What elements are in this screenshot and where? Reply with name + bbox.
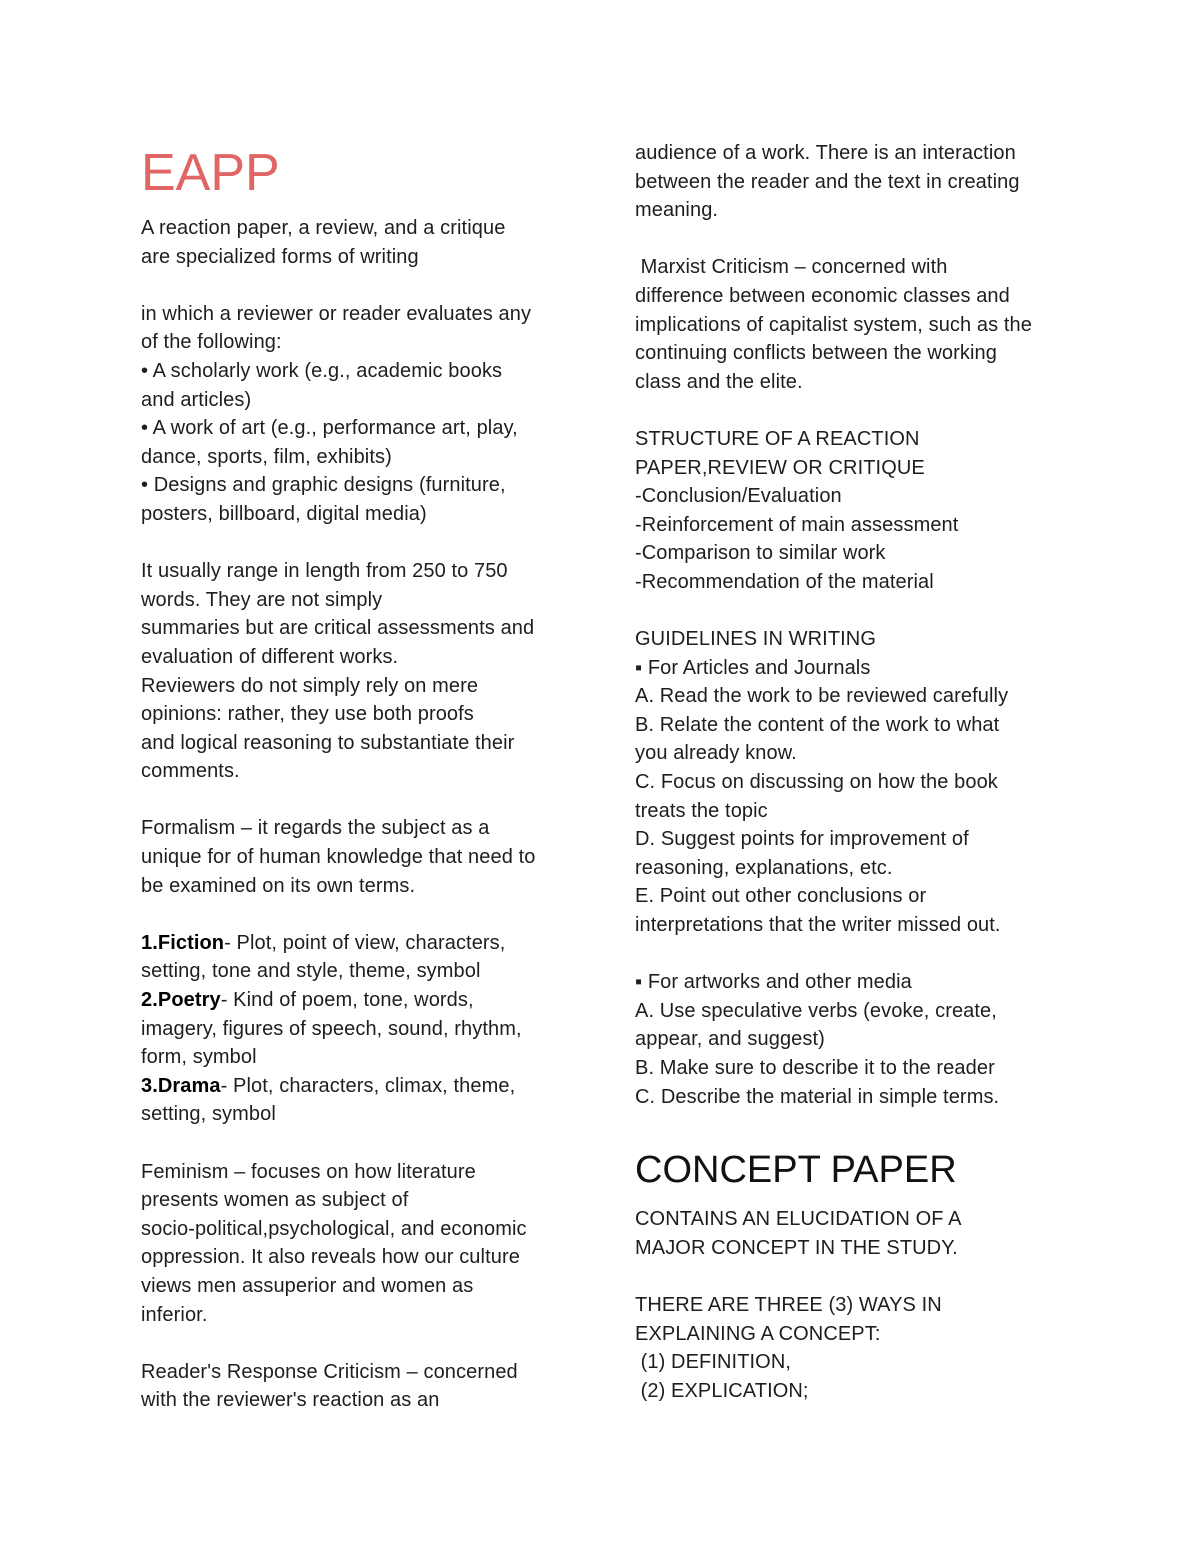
- text-line: meaning.: [635, 199, 719, 222]
- text-line: Marxist Criticism – concerned with: [635, 256, 948, 279]
- text-line: THERE ARE THREE (3) WAYS IN: [635, 1293, 942, 1316]
- genres-list: [141, 929, 571, 1129]
- list-item: A. Read the work to be reviewed carefully: [635, 685, 1009, 708]
- list-item: (2) EXPLICATION;: [635, 1379, 809, 1402]
- text-line: imagery, figures of speech, sound, rhythm,: [141, 1017, 522, 1040]
- left-column: [141, 143, 571, 1415]
- text-line: in which a reviewer or reader evaluates any: [141, 302, 532, 325]
- text-line: inferior.: [141, 1303, 208, 1326]
- text-line: and articles): [141, 388, 252, 411]
- text-line: with the reviewer's reaction as an: [141, 1389, 440, 1412]
- section-heading: GUIDELINES IN WRITING: [635, 628, 877, 651]
- section-heading: PAPER,REVIEW OR CRITIQUE: [635, 456, 925, 479]
- ways-paragraph: [635, 1291, 1075, 1405]
- list-item: • A scholarly work (e.g., academic books: [141, 359, 503, 382]
- text-line: opinions: rather, they use both proofs: [141, 703, 474, 726]
- list-item: -Comparison to similar work: [635, 542, 886, 565]
- formalism-paragraph: [141, 814, 571, 900]
- text-line: reasoning, explanations, etc.: [635, 856, 893, 879]
- list-item: (1) DEFINITION,: [635, 1351, 792, 1374]
- poetry-label: 2.Poetry: [141, 989, 221, 1012]
- intro-paragraph: [141, 214, 571, 271]
- text-line: setting, tone and style, theme, symbol: [141, 960, 481, 983]
- list-item: C. Focus on discussing on how the book: [635, 771, 998, 794]
- text-line: unique for of human knowledge that need to: [141, 846, 536, 869]
- length-paragraph: [141, 557, 571, 786]
- marxist-paragraph: [635, 253, 1075, 396]
- text-line: form, symbol: [141, 1046, 257, 1069]
- text-line: class and the elite.: [635, 370, 803, 393]
- list-item: E. Point out other conclusions or: [635, 885, 927, 908]
- text-line: Formalism – it regards the subject as a: [141, 817, 490, 840]
- text-line: of the following:: [141, 331, 282, 354]
- text-line: setting, symbol: [141, 1103, 276, 1126]
- list-item: • Designs and graphic designs (furniture,: [141, 474, 506, 497]
- concept-intro-paragraph: [635, 1205, 1075, 1262]
- text-line: Reviewers do not simply rely on mere: [141, 674, 479, 697]
- right-column: [635, 139, 1075, 1405]
- fiction-text: - Plot, point of view, characters,: [224, 931, 506, 954]
- readers-paragraph: [141, 1358, 571, 1415]
- list-item: B. Make sure to describe it to the reader: [635, 1057, 995, 1079]
- guidelines-section: [635, 625, 1075, 940]
- text-line: comments.: [141, 760, 240, 783]
- text-line: words. They are not simply: [141, 588, 383, 611]
- poetry-item: [141, 986, 571, 1015]
- evaluates-paragraph: [141, 300, 571, 529]
- text-line: difference between economic classes and: [635, 284, 1010, 307]
- text-line: CONTAINS AN ELUCIDATION OF A: [635, 1208, 962, 1231]
- text-line: Feminism – focuses on how literature: [141, 1160, 476, 1183]
- list-item: B. Relate the content of the work to what: [635, 713, 1000, 736]
- text-line: MAJOR CONCEPT IN THE STUDY.: [635, 1236, 958, 1259]
- section-heading: STRUCTURE OF A REACTION: [635, 427, 920, 450]
- text-line: dance, sports, film, exhibits): [141, 445, 392, 468]
- list-item: ▪ For artworks and other media: [635, 971, 912, 994]
- fiction-label: 1.Fiction: [141, 931, 225, 954]
- text-line: A reaction paper, a review, and a critique: [141, 217, 506, 239]
- drama-text: - Plot, characters, climax, theme,: [220, 1074, 516, 1097]
- drama-label: 3.Drama: [141, 1074, 221, 1097]
- text-line: It usually range in length from 250 to 750: [141, 560, 508, 583]
- list-item: -Reinforcement of main assessment: [635, 513, 959, 536]
- text-line: audience of a work. There is an interaction: [635, 142, 1016, 164]
- drama-item: [141, 1072, 571, 1101]
- text-line: be examined on its own terms.: [141, 874, 416, 897]
- feminism-paragraph: [141, 1158, 571, 1330]
- text-line: evaluation of different works.: [141, 645, 399, 668]
- text-line: are specialized forms of writing: [141, 245, 419, 268]
- text-line: EXPLAINING A CONCEPT:: [635, 1322, 881, 1345]
- text-line: posters, billboard, digital media): [141, 502, 427, 525]
- list-item: A. Use speculative verbs (evoke, create,: [635, 999, 997, 1022]
- page-title: EAPP: [141, 144, 280, 202]
- text-line: treats the topic: [635, 799, 768, 822]
- text-line: between the reader and the text in creating: [635, 170, 1020, 193]
- fiction-item: [141, 929, 571, 958]
- text-line: and logical reasoning to substantiate their: [141, 731, 515, 754]
- readers-continued-paragraph: [635, 139, 1075, 225]
- list-item: D. Suggest points for improvement of: [635, 828, 969, 851]
- text-line: summaries but are critical assessments and: [141, 617, 535, 640]
- list-item: -Conclusion/Evaluation: [635, 485, 842, 508]
- text-line: you already know.: [635, 742, 797, 765]
- text-line: socio-political,psychological, and economic: [141, 1217, 527, 1240]
- text-line: oppression. It also reveals how our culture: [141, 1246, 520, 1269]
- list-item: ▪ For Articles and Journals: [635, 656, 871, 679]
- poetry-text: - Kind of poem, tone, words,: [220, 989, 474, 1012]
- list-item: -Recommendation of the material: [635, 570, 934, 593]
- concept-paper-heading: CONCEPT PAPER: [635, 1149, 957, 1192]
- text-line: implications of capitalist system, such as the: [635, 313, 1032, 336]
- structure-section: [635, 425, 1075, 597]
- text-line: presents women as subject of: [141, 1189, 409, 1212]
- list-item: • A work of art (e.g., performance art, play,: [141, 417, 518, 440]
- text-line: continuing conflicts between the working: [635, 342, 997, 365]
- text-line: views men assuperior and women as: [141, 1274, 474, 1297]
- text-line: Reader's Response Criticism – concerned: [141, 1360, 518, 1383]
- text-line: interpretations that the writer missed out.: [635, 914, 1001, 937]
- text-line: appear, and suggest): [635, 1028, 825, 1051]
- artworks-section: [635, 968, 1075, 1111]
- list-item: C. Describe the material in simple terms.: [635, 1085, 1000, 1108]
